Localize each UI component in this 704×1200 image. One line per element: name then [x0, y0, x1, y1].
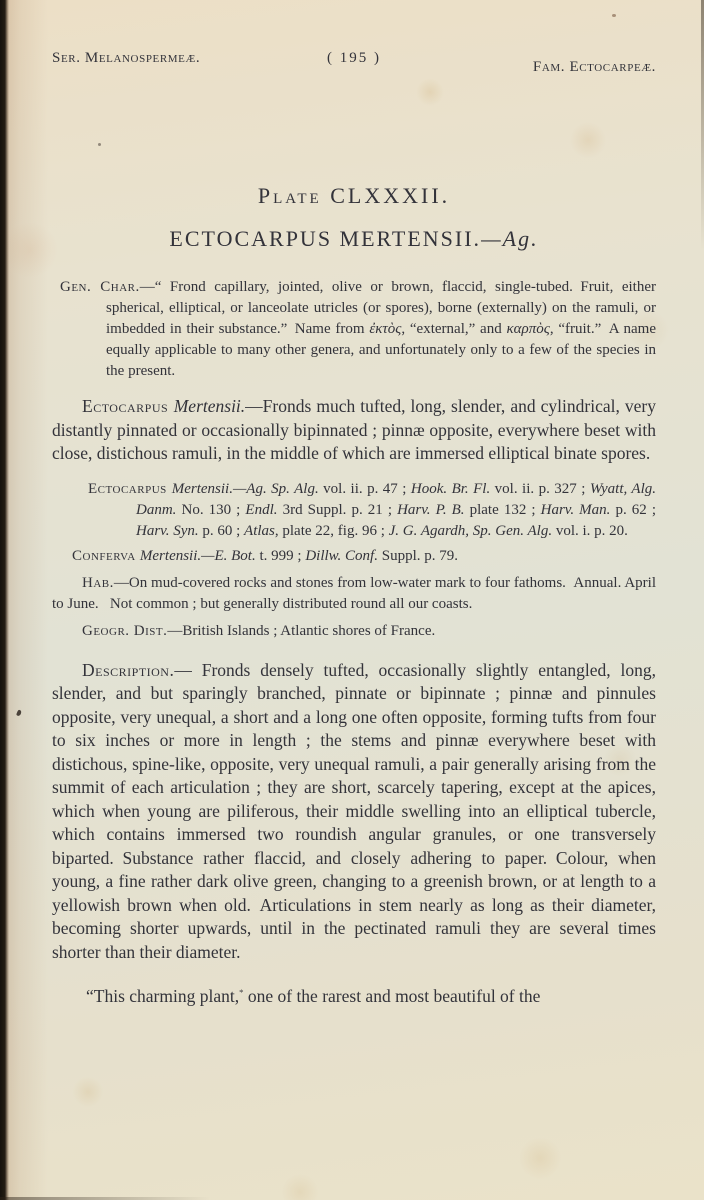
- geographic-distribution: Geogr. Dist.—British Islands ; Atlantic shores of France.: [82, 622, 436, 639]
- description-paragraph: Description.— Fronds densely tufted, occasionally slightly entangled, long, slender, and but sparingly branched, pinnate or bipinnate ; pinnæ and pinnules opposite, very unequal, a short and a long one often opposite, forming tufts from four to six inches or more in length ; the stems and pinnæ everywhere beset with distichous, spine-like, opposite, very unequal ramuli, a pair generally arising from the summit of each articulation ; they are short, scarcely tapering, except at the apices, which when young are piliferous, their middle swelling into an elliptical tubercle, which contains immersed two roundish angular granules, or one transversely biparted. Substance rather flaccid, and closely adhering to paper. Colour, when young, a fine rather dark olive green, changing to a greenish brown, or at length to a yellowish brown when old. Articulations in stem nearly as long as their diameter, becoming shorter upwards, until in the pectinated ramuli they are several times shorter than their diameter.: [52, 659, 656, 962]
- plate-title: Plate CLXXXII.: [257, 183, 451, 208]
- opening-quote-line: “This charming plant,* one of the rarest and most beautiful of the: [86, 986, 541, 1006]
- ink-speck: [612, 14, 616, 17]
- species-diagnosis: Ectocarpus Mertensii.—Fronds much tufted, long, slender, and cylindrical, very distantly pinnated or occasionally bipinnated ; pinnæ opposite, everywhere beset with close, distichous ramuli, in the middle of which are immersed elliptical binate spores.: [52, 396, 656, 463]
- page-header: [52, 50, 656, 75]
- synonymy-ectocarpus: Ectocarpus Mertensii.—Ag. Sp. Alg. vol. ii. p. 47 ; Hook. Br. Fl. vol. ii. p. 327 ; Wyatt, Alg. Danm. No. 130 ; Endl. 3rd Suppl. p. 21 ; Harv. P. B. plate 132 ; Harv. Man. p. 62 ; Harv. Syn. p. 60 ; Atlas, plate 22, fig. 96 ; J. G. Agardh, Sp. Gen. Alg. vol. i. p. 20.: [88, 480, 657, 539]
- family-label: Fam. Ectocarpeæ.: [532, 59, 656, 75]
- page-content: [0, 50, 704, 1009]
- series-label: Ser. Melanospermeæ.: [52, 50, 201, 66]
- page-number: ( 195 ): [327, 50, 381, 66]
- habitat: Hab.—On mud-covered rocks and stones from low-water mark to four fathoms. Annual. April to June. Not common ; but generally distributed round all our coasts.: [52, 574, 656, 612]
- synonymy-conferva: Conferva Mertensii.—E. Bot. t. 999 ; Dillw. Conf. Suppl. p. 79.: [72, 547, 458, 564]
- genus-character: Gen. Char.—“ Frond capillary, jointed, olive or brown, flaccid, single-tubed. Fruit, either spherical, elliptical, or lanceolate utricles (or spores), borne (externally) on the ramuli, or imbedded in their substance.” Name from ἐκτὸς, “external,” and καρπὸς, “fruit.” A name equally applicable to many other genera, and unfortunately only to a few of the species in the present.: [60, 279, 656, 379]
- species-title: ECTOCARPUS MERTENSII.—Ag.: [169, 226, 539, 251]
